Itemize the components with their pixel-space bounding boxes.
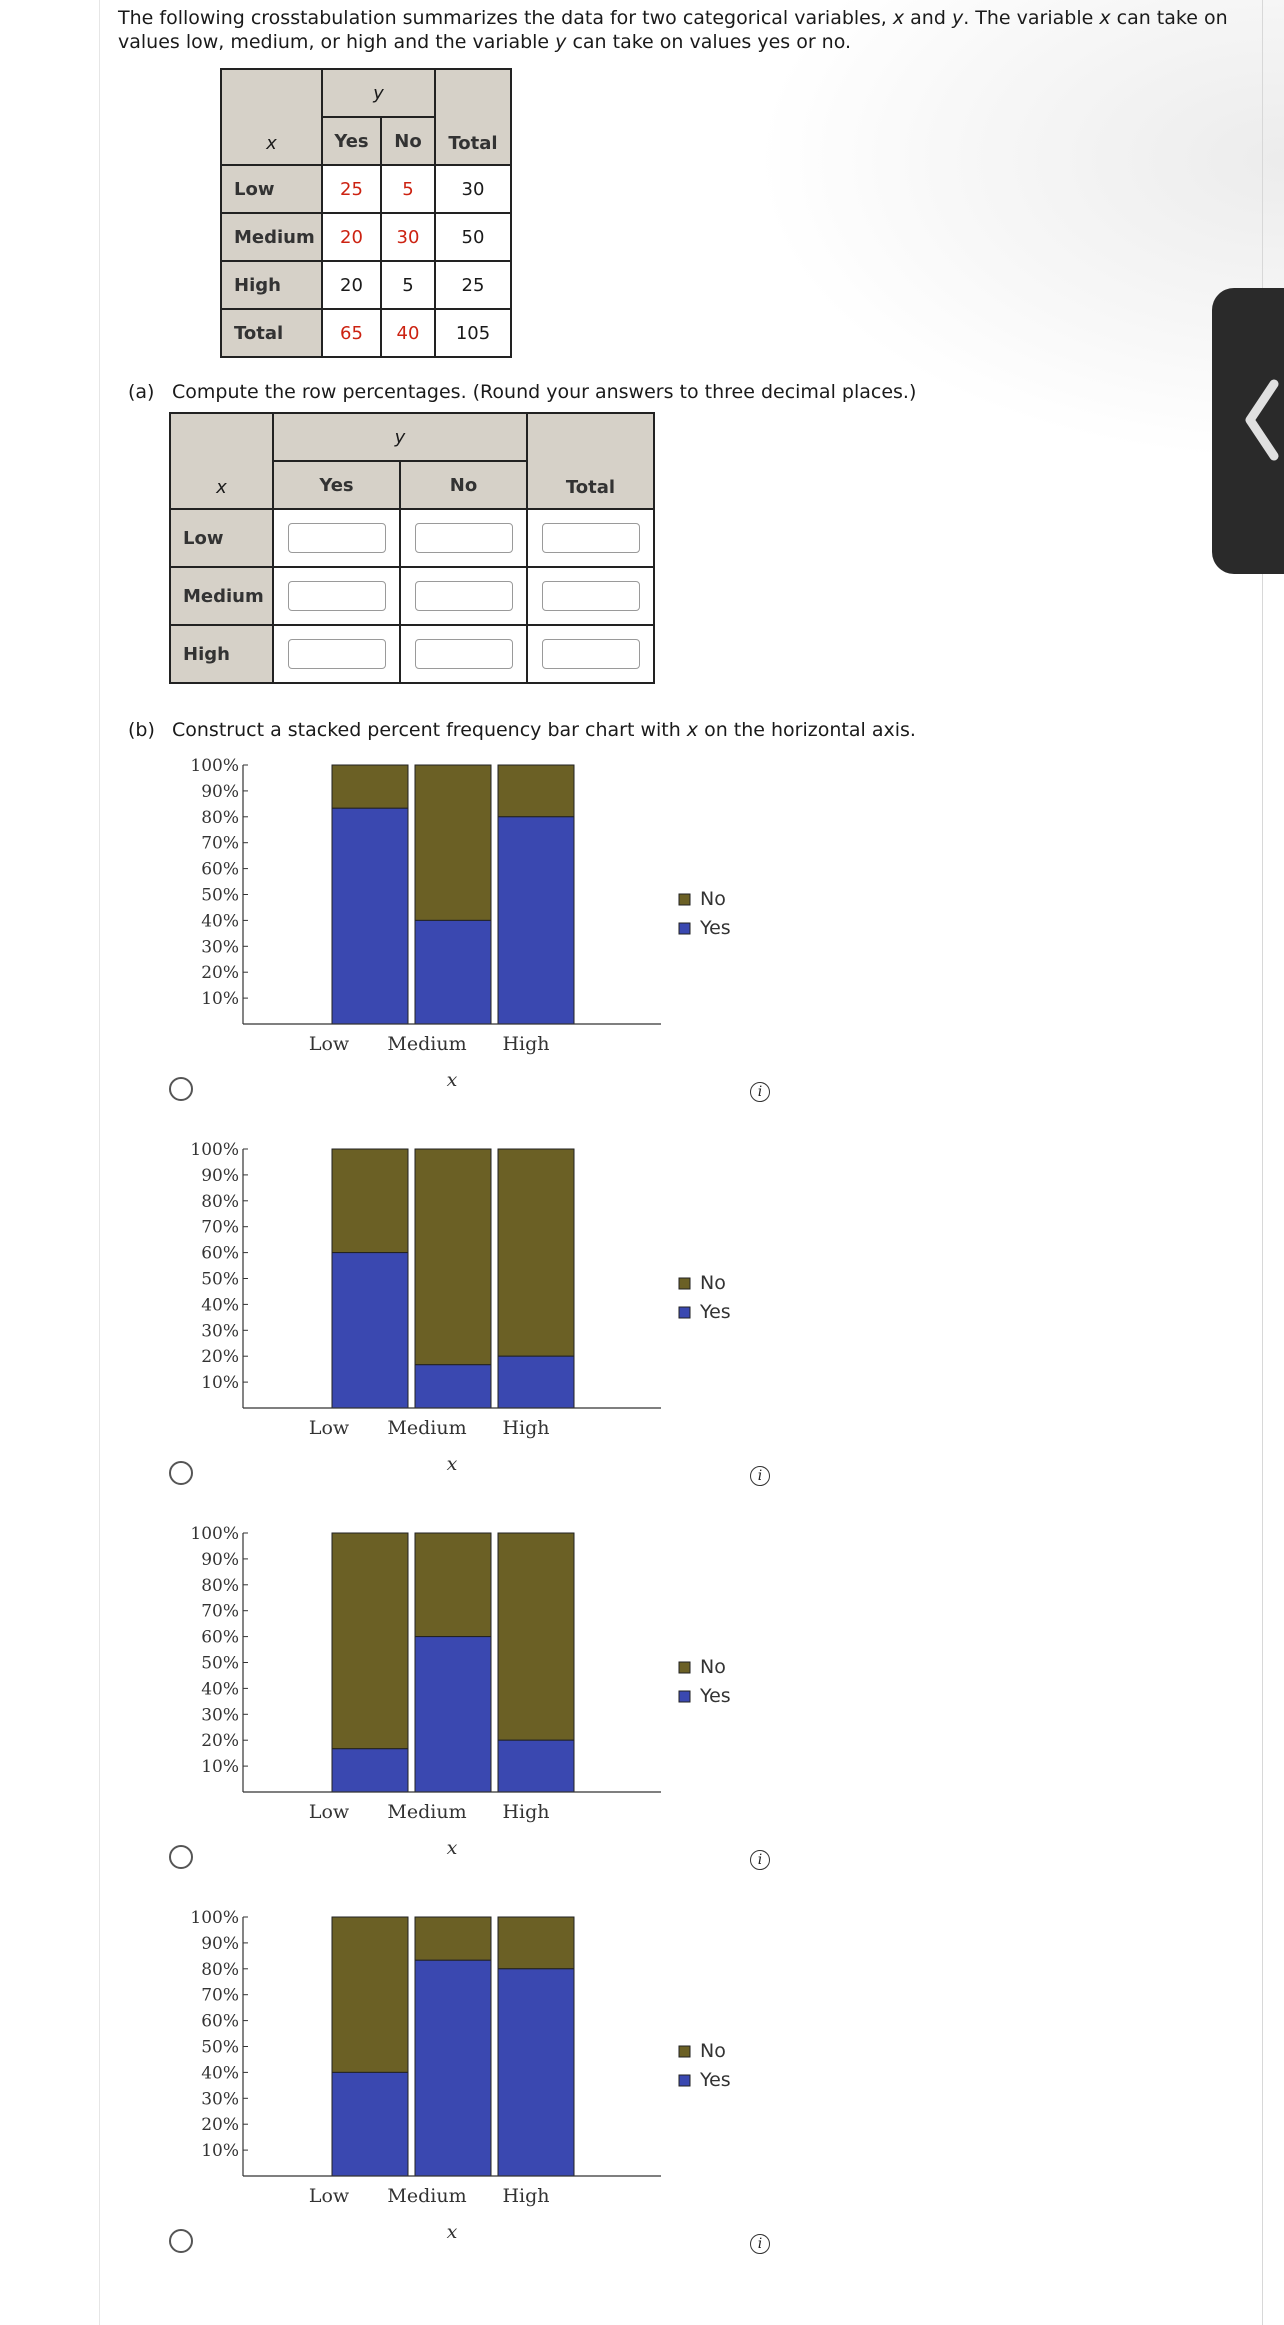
- answer-cell: [400, 509, 527, 567]
- cell-value: 40: [381, 309, 435, 357]
- y-tick-label: 50%: [201, 1269, 239, 1290]
- var-x: x: [892, 7, 905, 29]
- bar-yes-medium: [415, 1637, 491, 1792]
- legend-label-yes: Yes: [700, 917, 731, 939]
- legend-swatch-no: [679, 1662, 690, 1673]
- x-tick-label: Medium: [387, 1801, 467, 1823]
- legend-swatch-yes: [679, 923, 690, 934]
- info-icon[interactable]: i: [750, 2234, 770, 2254]
- cell-value: 50: [435, 213, 511, 261]
- high-yes-input[interactable]: [288, 639, 386, 669]
- row-percentage-table: [169, 412, 655, 684]
- y-tick-label: 90%: [201, 1165, 239, 1186]
- col-header-yes: [273, 461, 400, 509]
- bar-yes-medium: [415, 920, 491, 1024]
- info-icon[interactable]: i: [750, 1082, 770, 1102]
- col-header-total: [435, 69, 511, 165]
- chart-svg: [140, 1523, 1020, 1883]
- intro-text: . The variable: [963, 7, 1100, 29]
- side-drawer-tab[interactable]: [1212, 288, 1284, 574]
- answer-cell: [400, 567, 527, 625]
- bar-no-high: [498, 765, 574, 817]
- legend-label-no: No: [700, 888, 726, 910]
- y-tick-label: 60%: [201, 2011, 239, 2032]
- col-header-total: [527, 413, 654, 509]
- y-tick-label: 50%: [201, 2037, 239, 2058]
- bar-yes-high: [498, 1740, 574, 1792]
- cell-value: 30: [435, 165, 511, 213]
- y-tick-label: 20%: [201, 2115, 239, 2136]
- stacked-bar-chart-option-2: [140, 1139, 1020, 1499]
- bar-no-low: [332, 1149, 408, 1253]
- bar-yes-high: [498, 1969, 574, 2176]
- legend-swatch-no: [679, 1278, 690, 1289]
- choice-radio-2[interactable]: [169, 1461, 193, 1485]
- table-row: [221, 309, 511, 357]
- y-tick-label: 80%: [201, 1575, 239, 1596]
- x-tick-label: Low: [308, 1417, 350, 1439]
- stacked-bar-chart-option-1: [140, 755, 1020, 1115]
- y-tick-label: 70%: [201, 1601, 239, 1622]
- x-tick-label: Low: [308, 1033, 350, 1055]
- bar-yes-high: [498, 1356, 574, 1408]
- var-x: x: [686, 719, 699, 741]
- row-header-high: High: [221, 261, 322, 309]
- intro-text: can take on values low, medium, or high and the variable: [118, 7, 1228, 53]
- cell-value: 65: [322, 309, 381, 357]
- problem-intro: [118, 6, 1238, 54]
- part-b-question: [128, 719, 916, 741]
- y-tick-label: 70%: [201, 1217, 239, 1238]
- x-header: x: [266, 133, 277, 154]
- x-axis-title: x: [446, 1069, 458, 1091]
- y-tick-label: 100%: [190, 1524, 239, 1544]
- bar-no-medium: [415, 1149, 491, 1365]
- col-header-label: No: [449, 474, 478, 496]
- col-header-label: Yes: [334, 130, 369, 152]
- y-tick-label: 50%: [201, 885, 239, 906]
- x-header-cell: [221, 69, 322, 165]
- cell-value: 5: [381, 165, 435, 213]
- high-total-input[interactable]: [542, 639, 640, 669]
- bar-no-medium: [415, 1917, 491, 1960]
- answer-cell: [273, 567, 400, 625]
- choice-radio-3[interactable]: [169, 1845, 193, 1869]
- row-header-low: Low: [221, 165, 322, 213]
- table-row: [221, 213, 511, 261]
- part-b-prompt: on the horizontal axis.: [698, 719, 916, 741]
- row-header-medium: Medium: [170, 567, 273, 625]
- y-tick-label: 70%: [201, 833, 239, 854]
- legend-label-no: No: [700, 1656, 726, 1678]
- col-header-no: [381, 117, 435, 165]
- col-header-label: No: [394, 130, 422, 152]
- x-tick-label: High: [502, 1033, 550, 1055]
- low-no-input[interactable]: [415, 523, 513, 553]
- intro-text: can take on values yes or no.: [566, 31, 852, 53]
- info-icon[interactable]: i: [750, 1850, 770, 1870]
- y-tick-label: 20%: [201, 963, 239, 984]
- chart-svg: [140, 755, 1020, 1115]
- x-header-cell: [170, 413, 273, 509]
- part-b-prompt: Construct a stacked percent frequency bar chart with: [172, 719, 687, 741]
- table-row: [221, 261, 511, 309]
- answer-cell: [400, 625, 527, 683]
- low-yes-input[interactable]: [288, 523, 386, 553]
- y-tick-label: 60%: [201, 859, 239, 880]
- cell-value: 5: [381, 261, 435, 309]
- row-header-medium: Medium: [221, 213, 322, 261]
- y-tick-label: 30%: [201, 1321, 239, 1342]
- chart-svg: [140, 1907, 1020, 2267]
- y-tick-label: 100%: [190, 1908, 239, 1928]
- y-tick-label: 50%: [201, 1653, 239, 1674]
- y-header-cell: [322, 69, 435, 117]
- info-icon[interactable]: i: [750, 1466, 770, 1486]
- low-total-input[interactable]: [542, 523, 640, 553]
- table-row: [221, 165, 511, 213]
- y-tick-label: 60%: [201, 1243, 239, 1264]
- chevron-left-icon: [1232, 370, 1284, 470]
- y-header: y: [373, 82, 384, 104]
- bar-no-high: [498, 1149, 574, 1356]
- stacked-bar-chart-option-4: [140, 1907, 1020, 2267]
- x-header: x: [216, 477, 227, 498]
- col-header-label: Yes: [319, 474, 354, 496]
- x-tick-label: Low: [308, 1801, 350, 1823]
- bar-yes-low: [332, 1253, 408, 1408]
- x-tick-label: Low: [308, 2185, 350, 2207]
- x-tick-label: Medium: [387, 1033, 467, 1055]
- y-tick-label: 20%: [201, 1731, 239, 1752]
- y-tick-label: 60%: [201, 1627, 239, 1648]
- row-header-total: Total: [221, 309, 322, 357]
- legend-swatch-no: [679, 894, 690, 905]
- legend-label-yes: Yes: [700, 1301, 731, 1323]
- x-tick-label: High: [502, 1801, 550, 1823]
- x-axis-title: x: [446, 1837, 458, 1859]
- x-axis-title: x: [446, 2221, 458, 2243]
- crosstab-table: [220, 68, 512, 358]
- bar-no-high: [498, 1533, 574, 1740]
- y-tick-label: 40%: [201, 911, 239, 932]
- x-axis-title: x: [446, 1453, 458, 1475]
- legend-swatch-yes: [679, 1307, 690, 1318]
- var-x: x: [1099, 7, 1111, 29]
- legend-label-yes: Yes: [700, 1685, 731, 1707]
- high-no-input[interactable]: [415, 639, 513, 669]
- y-tick-label: 90%: [201, 781, 239, 802]
- y-tick-label: 20%: [201, 1347, 239, 1368]
- part-a-tag: (a): [128, 381, 155, 403]
- legend-swatch-yes: [679, 1691, 690, 1702]
- cell-value: 25: [322, 165, 381, 213]
- answer-cell: [527, 509, 654, 567]
- bar-no-low: [332, 1917, 408, 2072]
- bar-yes-low: [332, 808, 408, 1024]
- choice-radio-4[interactable]: [169, 2229, 193, 2253]
- var-y: y: [951, 7, 964, 29]
- legend-label-no: No: [700, 2040, 726, 2062]
- y-tick-label: 90%: [201, 1549, 239, 1570]
- legend-swatch-no: [679, 2046, 690, 2057]
- y-tick-label: 40%: [201, 2063, 239, 2084]
- y-tick-label: 40%: [201, 1295, 239, 1316]
- y-tick-label: 30%: [201, 1705, 239, 1726]
- y-tick-label: 80%: [201, 1959, 239, 1980]
- row-header-low: Low: [170, 509, 273, 567]
- answer-cell: [527, 567, 654, 625]
- y-tick-label: 10%: [201, 1757, 239, 1778]
- row-header-high: High: [170, 625, 273, 683]
- table-row: [170, 567, 654, 625]
- y-tick-label: 10%: [201, 2141, 239, 2162]
- x-tick-label: Medium: [387, 1417, 467, 1439]
- bar-yes-medium: [415, 1960, 491, 2176]
- legend-swatch-yes: [679, 2075, 690, 2086]
- cell-value: 30: [381, 213, 435, 261]
- bar-no-medium: [415, 1533, 491, 1637]
- y-header: y: [394, 426, 406, 448]
- col-header-no: [400, 461, 527, 509]
- y-tick-label: 100%: [190, 756, 239, 776]
- content-left-border: [99, 0, 100, 2325]
- part-a-question: [128, 381, 916, 403]
- medium-yes-input[interactable]: [288, 581, 386, 611]
- bar-yes-medium: [415, 1365, 491, 1408]
- cell-value: 20: [322, 261, 381, 309]
- legend-label-no: No: [700, 1272, 726, 1294]
- y-tick-label: 10%: [201, 1373, 239, 1394]
- bar-no-medium: [415, 765, 491, 920]
- bar-yes-high: [498, 817, 574, 1024]
- bar-no-low: [332, 1533, 408, 1749]
- intro-text: The following crosstabulation summarizes the data for two categorical variables,: [118, 7, 893, 29]
- y-tick-label: 90%: [201, 1933, 239, 1954]
- x-tick-label: Medium: [387, 2185, 467, 2207]
- y-tick-label: 30%: [201, 937, 239, 958]
- y-tick-label: 70%: [201, 1985, 239, 2006]
- answer-cell: [527, 625, 654, 683]
- y-tick-label: 30%: [201, 2089, 239, 2110]
- col-header-label: Total: [448, 133, 498, 154]
- medium-no-input[interactable]: [415, 581, 513, 611]
- medium-total-input[interactable]: [542, 581, 640, 611]
- y-header-cell: [273, 413, 527, 461]
- col-header-yes: [322, 117, 381, 165]
- legend-label-yes: Yes: [700, 2069, 731, 2091]
- stacked-bar-chart-option-3: [140, 1523, 1020, 1883]
- table-row: [170, 509, 654, 567]
- y-tick-label: 100%: [190, 1140, 239, 1160]
- y-tick-label: 40%: [201, 1679, 239, 1700]
- bar-no-low: [332, 765, 408, 808]
- bar-no-high: [498, 1917, 574, 1969]
- cell-value: 20: [322, 213, 381, 261]
- answer-cell: [273, 625, 400, 683]
- cell-value: 105: [435, 309, 511, 357]
- cell-value: 25: [435, 261, 511, 309]
- chart-svg: [140, 1139, 1020, 1499]
- bar-yes-low: [332, 1749, 408, 1792]
- var-y: y: [555, 31, 567, 53]
- answer-cell: [273, 509, 400, 567]
- intro-text: and: [904, 7, 952, 29]
- bar-yes-low: [332, 2072, 408, 2176]
- part-a-prompt: Compute the row percentages. (Round your answers to three decimal places.): [172, 381, 917, 403]
- y-tick-label: 80%: [201, 1191, 239, 1212]
- part-b-tag: (b): [128, 719, 155, 741]
- col-header-label: Total: [565, 477, 616, 498]
- choice-radio-1[interactable]: [169, 1077, 193, 1101]
- x-tick-label: High: [502, 2185, 550, 2207]
- y-tick-label: 10%: [201, 989, 239, 1010]
- x-tick-label: High: [502, 1417, 550, 1439]
- y-tick-label: 80%: [201, 807, 239, 828]
- table-row: [170, 625, 654, 683]
